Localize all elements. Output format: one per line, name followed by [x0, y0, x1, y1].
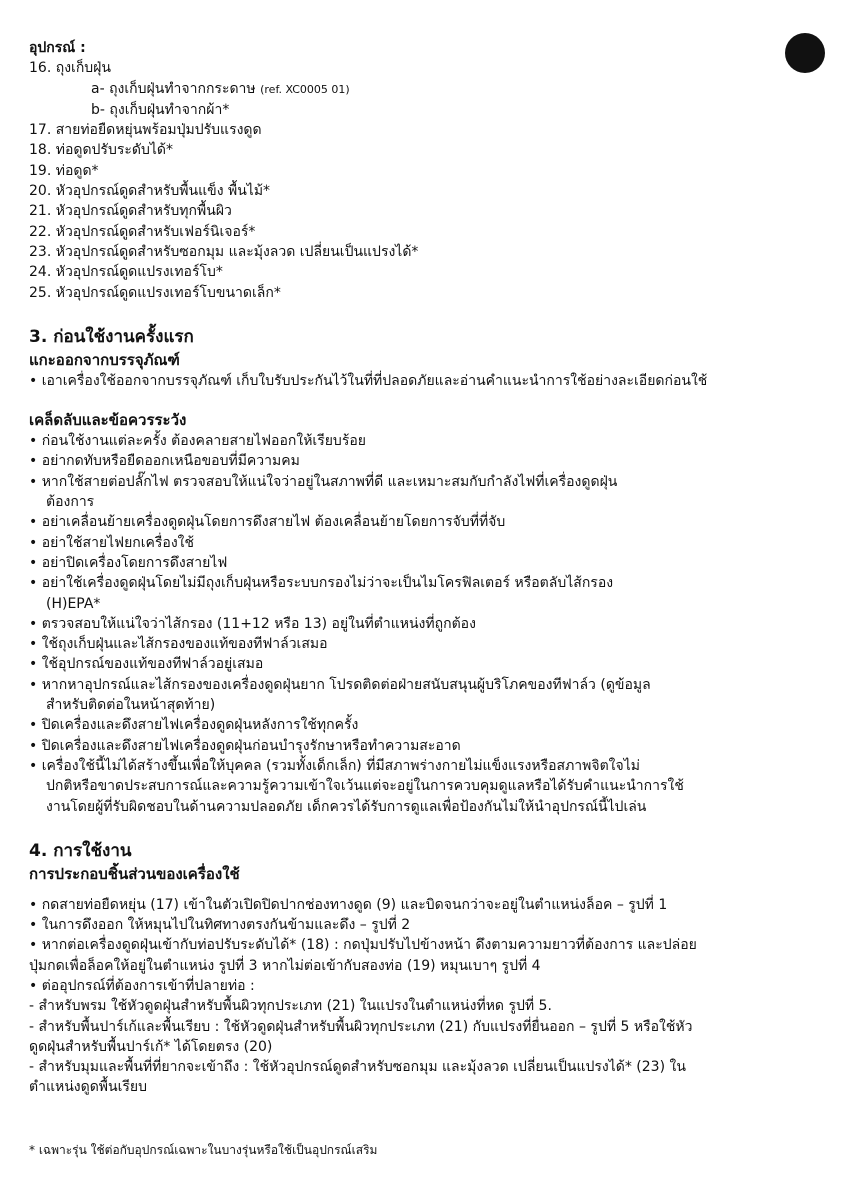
- accessory-item-16: 16. ถุงเก็บฝุ่น: [29, 60, 111, 77]
- manual-page: [29, 38, 819, 1098]
- tip-item: • หากหาอุปกรณ์และไส้กรองของเครื่องดูดฝุ่นยาก โปรดติดต่อฝ่ายสนับสนุนผู้บริโภคของทีฟาล์ว (ดูข้อมูล: [29, 676, 651, 693]
- tip-item: • ปิดเครื่องและดึงสายไฟเครื่องดูดฝุ่นก่อนบำรุงรักษาหรือทำความสะอาด: [29, 737, 461, 754]
- tip-item: • อย่ากดทับหรือยืดออกเหนือขอบที่มีความคม: [29, 453, 300, 470]
- tip-item: • ใช้ถุงเก็บฝุ่นและไส้กรองของแท้ของทีฟาล์วเสมอ: [29, 636, 328, 653]
- tip-item: • ตรวจสอบให้แน่ใจว่าไส้กรอง (11+12 หรือ 13) อยู่ในที่ตำแหน่งที่ถูกต้อง: [29, 615, 476, 632]
- assembly-heading: การประกอบชิ้นส่วนของเครื่องใช้: [29, 864, 240, 883]
- usage-line: • ต่ออุปกรณ์ที่ต้องการเข้าที่ปลายท่อ :: [29, 977, 255, 994]
- usage-line: - สำหรับพื้นปาร์เก้และพื้นเรียบ : ใช้หัวดูดฝุ่นสำหรับพื้นผิวทุกประเภท (21) กับแปรงที่ยื่นออก – รูปที่ 5 หรือใช้หัว: [29, 1018, 693, 1035]
- usage-line: • กดสายท่อยืดหยุ่น (17) เข้าในตัวเปิดปิดปากช่องทางดูด (9) และบิดจนกว่าจะอยู่ในตำแหน่งล็อค – รูปที่ 1: [29, 896, 668, 913]
- accessories-heading: อุปกรณ์ :: [29, 40, 86, 56]
- section-4-title: 4. การใช้งาน: [29, 840, 132, 861]
- section-3-title: 3. ก่อนใช้งานครั้งแรก: [29, 326, 194, 347]
- tip-item-continued: ต้องการ: [46, 494, 95, 511]
- unpack-text: • เอาเครื่องใช้ออกจากบรรจุภัณฑ์ เก็บใบรับประกันไว้ในที่ที่ปลอดภัยและอ่านคำแนะนำการใช้อย่างละเอียดก่อนใช้: [29, 372, 708, 389]
- tip-item: • เครื่องใช้นี้ไม่ได้สร้างขึ้นเพื่อให้บุคคล (รวมทั้งเด็กเล็ก) ที่มีสภาพร่างกายไม่แข็งแรงหรือสภาพจิตใจไม่: [29, 757, 640, 774]
- accessory-item: 24. หัวอุปกรณ์ดูดแปรงเทอร์โบ*: [29, 264, 223, 281]
- tip-item-continued: งานโดยผู้ที่รับผิดชอบในด้านความปลอดภัย เด็กควรได้รับการดูแลเพื่อป้องกันไม่ให้นำอุปกรณ์นี้ไปเล่น: [46, 798, 647, 815]
- accessory-item-16b: b- ถุงเก็บฝุ่นทำจากผ้า*: [91, 101, 230, 118]
- unpack-heading: แกะออกจากบรรจุภัณฑ์: [29, 350, 180, 369]
- tip-item: • ใช้อุปกรณ์ของแท้ของทีฟาล์วอยู่เสมอ: [29, 656, 264, 673]
- accessory-item: 21. หัวอุปกรณ์ดูดสำหรับทุกพื้นผิว: [29, 203, 232, 220]
- tips-heading: เคล็ดลับและข้อควรระวัง: [29, 411, 187, 430]
- accessory-item: 17. สายท่อยืดหยุ่นพร้อมปุ่มปรับแรงดูด: [29, 122, 262, 139]
- tip-item: • หากใช้สายต่อปลั๊กไฟ ตรวจสอบให้แน่ใจว่าอยู่ในสภาพที่ดี และเหมาะสมกับกำลังไฟที่เครื่องดูดฝุ่น: [29, 473, 618, 490]
- accessory-item: 19. ท่อดูด*: [29, 162, 99, 179]
- usage-line: - สำหรับมุมและพื้นที่ที่ยากจะเข้าถึง : ใช้หัวอุปกรณ์ดูดสำหรับซอกมุม และมุ้งลวด เปลี่ยนเป็นแปรงได้* (23) ใน: [29, 1059, 686, 1076]
- accessory-item-16a: [29, 79, 819, 100]
- tip-item-continued: ปกติหรือขาดประสบการณ์และความรู้ความเข้าใจเว้นแต่จะอยู่ในการควบคุมดูแลหรือได้รับคำแนะนำการใช้: [46, 778, 684, 795]
- tip-item-continued: (H)EPA*: [46, 595, 101, 612]
- accessory-item: 23. หัวอุปกรณ์ดูดสำหรับซอกมุม และมุ้งลวด เปลี่ยนเป็นแปรงได้*: [29, 243, 419, 260]
- accessory-item: 18. ท่อดูดปรับระดับได้*: [29, 142, 173, 159]
- footnote: * เฉพาะรุ่น ใช้ต่อกับอุปกรณ์เฉพาะในบางรุ่นหรือใช้เป็นอุปกรณ์เสริม: [29, 1143, 378, 1157]
- tip-item: • ก่อนใช้งานแต่ละครั้ง ต้องคลายสายไฟออกให้เรียบร้อย: [29, 433, 366, 450]
- accessory-item-16a-text: a- ถุงเก็บฝุ่นทำจากกระดาษ: [91, 80, 256, 97]
- accessory-item: 22. หัวอุปกรณ์ดูดสำหรับเฟอร์นิเจอร์*: [29, 223, 256, 240]
- usage-line: • ในการดึงออก ให้หมุนไปในทิศทางตรงกันข้ามและดึง – รูปที่ 2: [29, 917, 411, 934]
- accessory-item: 25. หัวอุปกรณ์ดูดแปรงเทอร์โบขนาดเล็ก*: [29, 284, 281, 301]
- tip-item: • อย่าปิดเครื่องโดยการดึงสายไฟ: [29, 554, 228, 571]
- tip-item: • ปิดเครื่องและดึงสายไฟเครื่องดูดฝุ่นหลังการใช้ทุกครั้ง: [29, 717, 359, 734]
- accessory-item: 20. หัวอุปกรณ์ดูดสำหรับพื้นแข็ง พื้นไม้*: [29, 183, 271, 200]
- tip-item: • อย่าใช้สายไฟยกเครื่องใช้: [29, 534, 195, 551]
- usage-line: ดูดฝุ่นสำหรับพื้นปาร์เก้* ได้โดยตรง (20): [29, 1038, 273, 1055]
- usage-line: ตำแหน่งดูดพื้นเรียบ: [29, 1079, 147, 1096]
- tip-item: • อย่าใช้เครื่องดูดฝุ่นโดยไม่มีถุงเก็บฝุ่นหรือระบบกรองไม่ว่าจะเป็นไมโครฟิลเตอร์ หรือตลับไส้กรอง: [29, 575, 614, 592]
- usage-line: • หากต่อเครื่องดูดฝุ่นเข้ากับท่อปรับระดับได้* (18) : กดปุ่มปรับไปข้างหน้า ดึงตามความยาวที่ต้องการ และปล่อย: [29, 937, 697, 954]
- accessory-item-16a-ref: (ref. XC0005 01): [260, 82, 350, 96]
- tip-item: • อย่าเคลื่อนย้ายเครื่องดูดฝุ่นโดยการดึงสายไฟ ต้องเคลื่อนย้ายโดยการจับที่ที่จับ: [29, 514, 506, 531]
- usage-line: ปุ่มกดเพื่อล็อคให้อยู่ในตำแหน่ง รูปที่ 3 หากไม่ต่อเข้ากับสองท่อ (19) หมุนเบาๆ รูปที่ 4: [29, 957, 541, 974]
- tip-item-continued: สำหรับติดต่อในหน้าสุดท้าย): [46, 697, 216, 714]
- usage-line: - สำหรับพรม ใช้หัวดูดฝุ่นสำหรับพื้นผิวทุกประเภท (21) ในแปรงในตำแหน่งที่หด รูปที่ 5.: [29, 998, 552, 1015]
